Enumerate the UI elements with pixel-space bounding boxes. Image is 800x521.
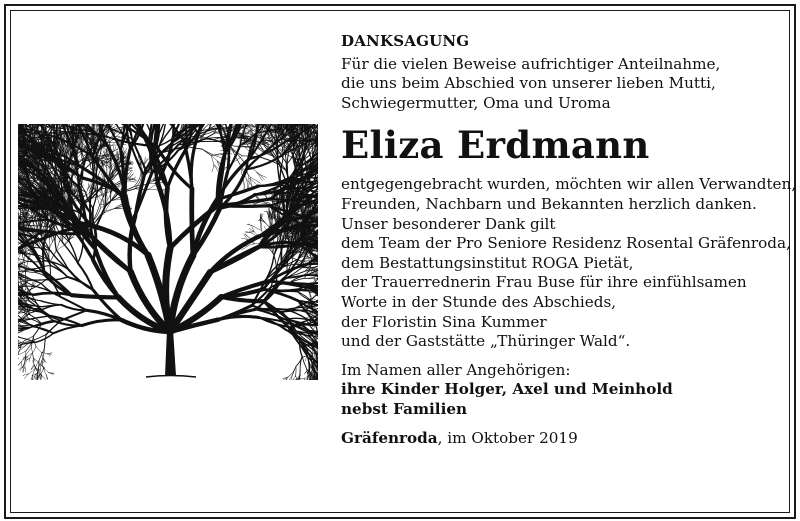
signature-preface: Im Namen aller Angehörigen: [341, 361, 781, 381]
body-line: und der Gaststätte „Thüringer Wald“. [341, 332, 781, 352]
body-line: entgegengebracht wurden, möchten wir allen Verwandten, [341, 175, 781, 195]
notice-heading: DANKSAGUNG [341, 32, 781, 52]
date-text: , im Oktober 2019 [438, 429, 578, 447]
notice-text [341, 32, 781, 448]
body-line: Worte in der Stunde des Abschieds, [341, 293, 781, 313]
body-line: Unser besonderer Dank gilt [341, 215, 781, 235]
intro-line: Schwiegermutter, Oma und Uroma [341, 94, 781, 114]
place-name: Gräfenroda [341, 429, 438, 447]
body-line: der Floristin Sina Kummer [341, 313, 781, 333]
body-line: dem Team der Pro Seniore Residenz Rosental Gräfenroda, [341, 234, 781, 254]
intro-line: die uns beim Abschied von unserer lieben Mutti, [341, 74, 781, 94]
body-line: der Trauerrednerin Frau Buse für ihre einfühlsamen [341, 273, 781, 293]
body-line: dem Bestattungsinstitut ROGA Pietät, [341, 254, 781, 274]
body-line: Freunden, Nachbarn und Bekannten herzlich danken. [341, 195, 781, 215]
bare-tree-icon [18, 124, 318, 380]
signature-families: nebst Familien [341, 400, 781, 420]
signature-names: ihre Kinder Holger, Axel und Meinhold [341, 380, 781, 400]
deceased-name: Eliza Erdmann [341, 124, 781, 166]
place-date [341, 429, 781, 449]
intro-line: Für die vielen Beweise aufrichtiger Anteilnahme, [341, 55, 781, 75]
